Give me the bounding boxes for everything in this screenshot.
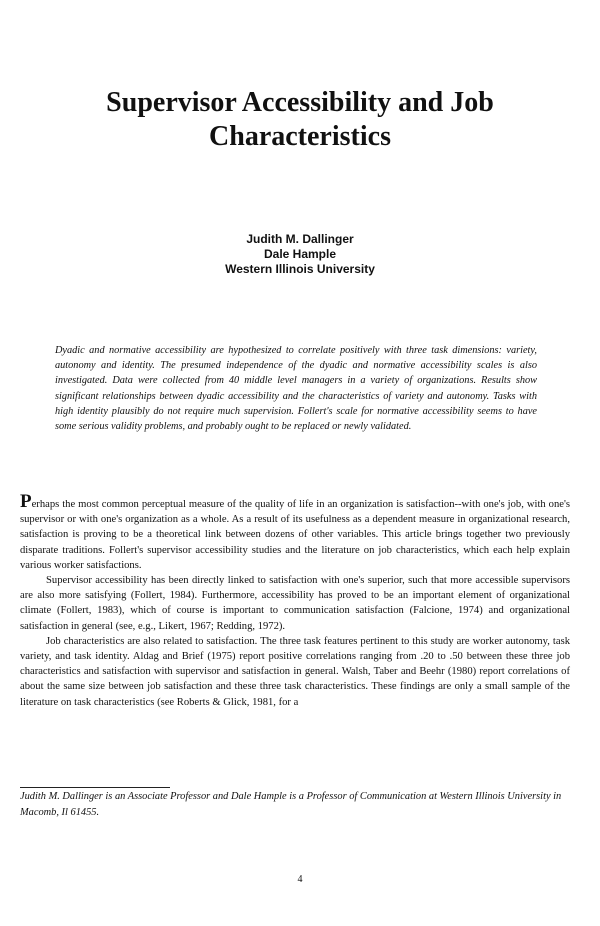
footnote-divider — [20, 787, 170, 788]
author-footnote: Judith M. Dallinger is an Associate Professor and Dale Hample is a Professor of Communication at Western Illinois University in Macomb, Il 61455. — [20, 791, 562, 818]
author-name: Dale Hample — [263, 247, 337, 261]
body-paragraph — [20, 491, 570, 573]
body-text — [20, 491, 570, 710]
author-block — [100, 232, 500, 277]
abstract: Dyadic and normative accessibility are hypothesized to correlate positively with three task dimensions: variety, autonomy and identity. The presumed independence of the dyadic and normative accessibility scales is also investigated. Data were collected from 40 middle level managers in a variety of organizations. Results show significant relationships between dyadic accessibility and the characteristics of variety and autonomy. Tasks with high identity plausibly do not require much supervision. Follert's scale for normative accessibility seems to have some serious validity problems, and probably ought to be replaced or newly validated. — [55, 345, 537, 433]
drop-cap: P — [20, 491, 32, 512]
author-name: Judith M. Dallinger — [246, 232, 354, 246]
page-number: 4 — [297, 874, 303, 885]
article-title-line-2: Characteristics — [209, 121, 391, 152]
body-paragraph: Supervisor accessibility has been directly linked to satisfaction with one's superior, such that more accessible supervisors are also more satisfying (Follert, 1984). Furthermore, accessibility has proved to be an important element of organizational climate (Follert, 1983), which of course is important to communication satisfaction (Falcione, 1974) and organizational satisfaction in general (see, e.g., Likert, 1967; Redding, 1972). — [20, 575, 570, 632]
author-affiliation: Western Illinois University — [225, 262, 375, 276]
article-title — [40, 86, 560, 154]
body-paragraph: Job characteristics are also related to satisfaction. The three task features pertinent to this study are worker autonomy, task variety, and task identity. Aldag and Brief (1975) report positive correlations ranging from .20 to .50 between these three job characteristics and satisfaction with supervisor and satisfaction in general. Walsh, Taber and Beehr (1980) report correlations of about the same size between job satisfaction and these three task characteristics. These findings are only a small sample of the literature on task characteristics (see Roberts & Glick, 1981, for a — [20, 635, 570, 708]
body-paragraph-text: erhaps the most common perceptual measure of the quality of life in an organization is satisfaction--with one's job, with one's supervisor or with one's organization as a whole. As a result of its usefulness as a dependent measure in organizational research, satisfaction is proving to be a theoretical link between dozens of other variables. This article brings together two previously disparate traditions. Follert's supervisor accessibility studies and the literature on job characteristics, which each help explain various worker satisfactions. — [20, 499, 570, 571]
article-title-line-1: Supervisor Accessibility and Job — [106, 87, 494, 118]
